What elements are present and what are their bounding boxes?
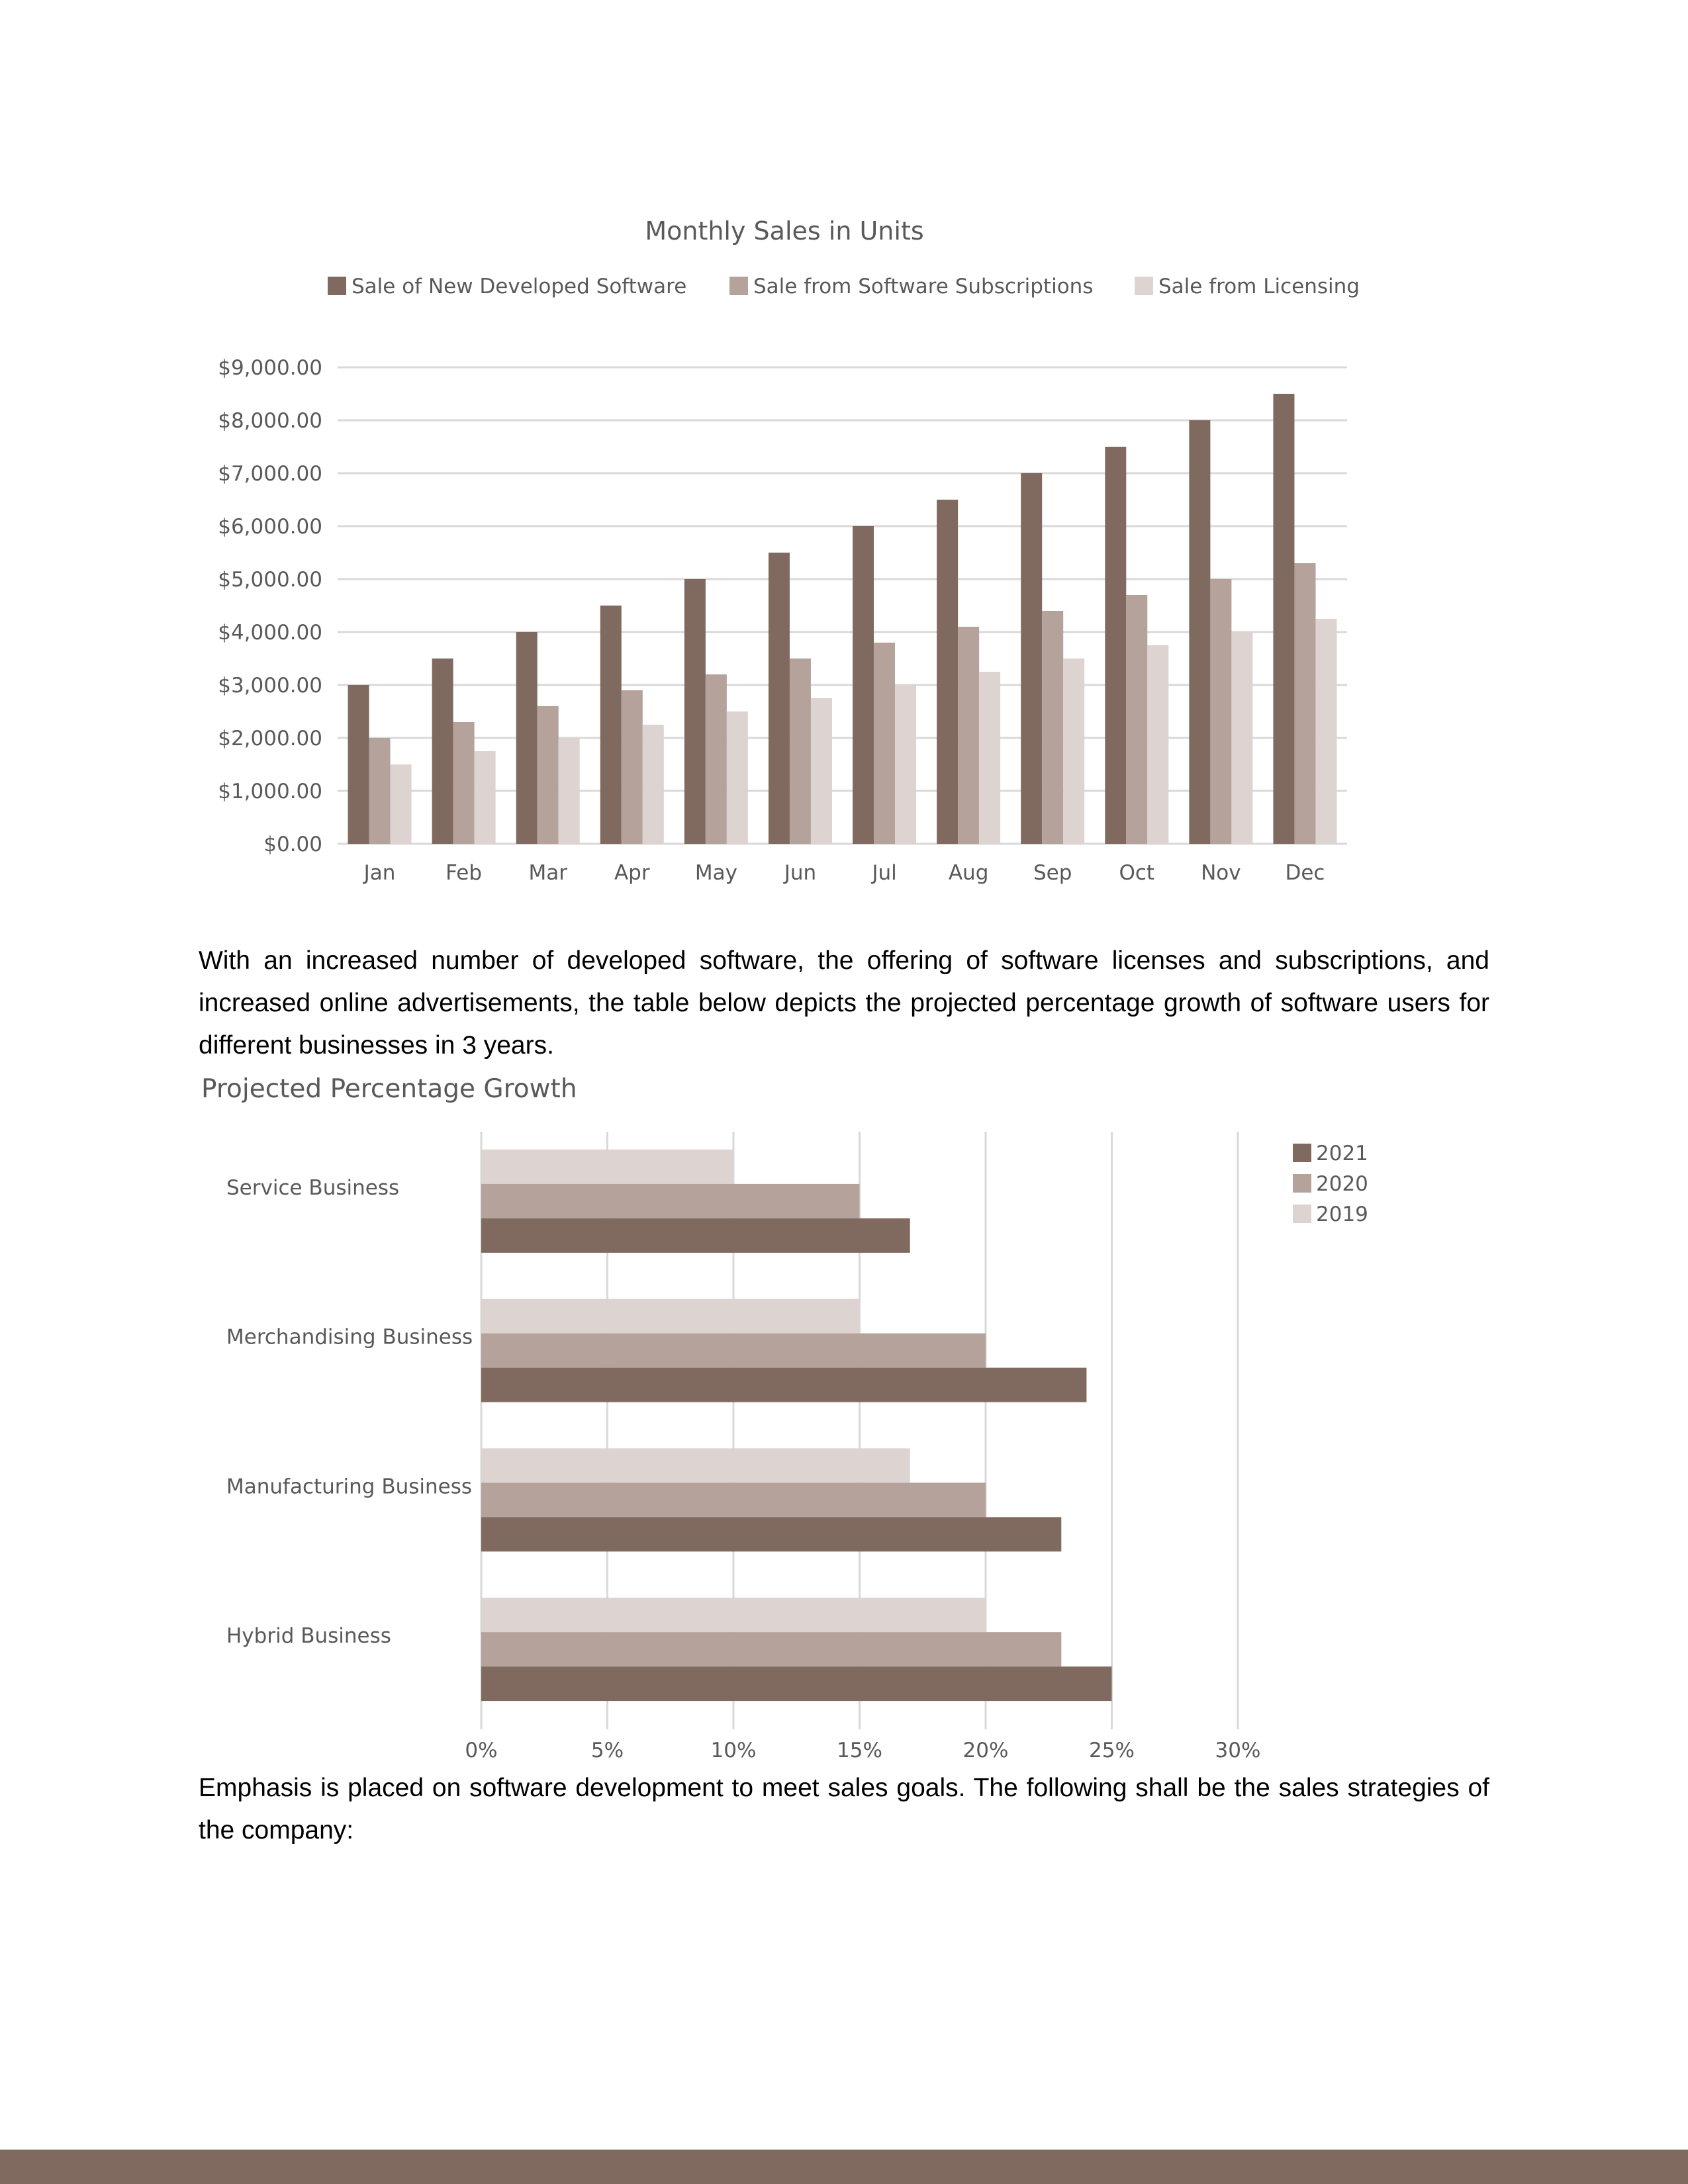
bar — [853, 526, 874, 844]
bar — [727, 711, 748, 844]
bar — [391, 764, 412, 844]
footer-bar — [0, 2150, 1688, 2184]
bar — [481, 1334, 986, 1368]
y-tick-label: $8,000.00 — [218, 409, 322, 433]
strategies-paragraph: Emphasis is placed on software development to meet sales goals. The following shall be the sales strategies of the company: — [199, 1774, 1489, 1844]
bar — [481, 1150, 733, 1184]
bar — [1210, 579, 1231, 844]
bar — [1042, 611, 1063, 844]
bar — [559, 738, 580, 844]
bar — [706, 674, 727, 844]
bar — [769, 553, 790, 844]
legend-swatch — [328, 277, 346, 295]
legend-swatch — [1135, 277, 1153, 295]
bar — [481, 1482, 986, 1517]
x-tick-label: Sep — [1033, 861, 1072, 885]
bar — [481, 1368, 1086, 1402]
x-tick-label: Jan — [363, 861, 396, 885]
bar — [481, 1448, 910, 1482]
x-tick-label: Feb — [445, 861, 483, 885]
bar — [481, 1632, 1061, 1666]
bar — [481, 1598, 986, 1632]
legend-label: Sale from Software Subscriptions — [753, 275, 1094, 298]
bar — [1294, 563, 1315, 844]
x-tick-label: 20% — [962, 1739, 1009, 1762]
bar — [958, 627, 979, 844]
y-tick-label: Merchandising Business — [226, 1325, 473, 1349]
x-tick-label: 10% — [710, 1739, 757, 1762]
bar — [481, 1517, 1061, 1551]
legend-label: 2021 — [1316, 1142, 1368, 1165]
y-tick-label: Service Business — [226, 1175, 400, 1200]
legend-swatch — [729, 277, 748, 295]
x-tick-label: Mar — [528, 861, 567, 885]
x-tick-label: Aug — [948, 861, 989, 885]
bar — [1273, 394, 1294, 844]
bar — [538, 706, 559, 844]
y-tick-label: $6,000.00 — [218, 515, 322, 539]
bar — [369, 738, 391, 844]
y-tick-label: $5,000.00 — [218, 568, 322, 592]
bar — [895, 685, 916, 844]
bar — [1315, 619, 1336, 844]
projected-growth-chart — [192, 1066, 1450, 1762]
legend-swatch — [1293, 1205, 1311, 1223]
bar — [432, 659, 453, 844]
x-tick-label: 5% — [590, 1739, 624, 1762]
chart-title: Monthly Sales in Units — [645, 216, 924, 246]
bar — [811, 698, 832, 844]
x-tick-label: Dec — [1285, 861, 1325, 885]
legend-label: 2020 — [1316, 1172, 1368, 1196]
bar — [481, 1218, 910, 1253]
bar — [684, 579, 706, 844]
y-tick-label: $1,000.00 — [218, 780, 322, 803]
x-tick-label: 25% — [1089, 1739, 1135, 1762]
bar — [1231, 632, 1252, 844]
legend-label: Sale from Licensing — [1158, 275, 1360, 298]
y-tick-label: $2,000.00 — [218, 727, 322, 751]
x-tick-label: Jul — [872, 861, 897, 885]
x-tick-label: 0% — [465, 1739, 498, 1762]
legend-label: 2019 — [1316, 1203, 1368, 1226]
x-tick-label: Oct — [1119, 861, 1155, 885]
chart-title: Projected Percentage Growth — [201, 1074, 577, 1104]
x-tick-label: Apr — [614, 861, 650, 885]
bar — [1063, 659, 1084, 844]
bar — [1147, 645, 1168, 844]
bar — [979, 672, 1000, 844]
x-tick-label: Nov — [1201, 861, 1241, 885]
y-tick-label: $0.00 — [263, 833, 322, 856]
y-tick-label: $3,000.00 — [218, 674, 322, 698]
bar — [1126, 595, 1147, 844]
bar — [1021, 473, 1042, 844]
y-tick-label: $9,000.00 — [218, 356, 322, 380]
bar — [481, 1184, 860, 1218]
bar — [481, 1299, 860, 1334]
x-tick-label: May — [694, 861, 737, 885]
legend-label: Sale of New Developed Software — [352, 275, 687, 298]
y-tick-label: Manufacturing Business — [226, 1475, 473, 1499]
intro-paragraph: With an increased number of developed software, the offering of software licenses and subscriptions, and increased online advertisements, the table below depicts the projected percentage growth of software users for different businesses in 3 years. — [199, 946, 1489, 1060]
bar — [348, 685, 369, 844]
x-tick-label: Jun — [784, 861, 817, 885]
legend-swatch — [1293, 1144, 1311, 1162]
bar — [453, 722, 475, 844]
bar — [516, 632, 538, 844]
bar — [790, 659, 811, 844]
bar — [643, 725, 664, 844]
bar — [874, 643, 895, 844]
x-tick-label: 30% — [1215, 1739, 1261, 1762]
bar — [937, 500, 958, 844]
x-tick-label: 15% — [837, 1739, 882, 1762]
legend-swatch — [1293, 1174, 1311, 1193]
bar — [600, 606, 622, 844]
bar — [622, 690, 643, 844]
y-tick-label: Hybrid Business — [226, 1624, 391, 1649]
monthly-sales-chart — [185, 205, 1377, 907]
bar — [481, 1666, 1112, 1701]
bar — [1105, 447, 1126, 844]
y-tick-label: $7,000.00 — [218, 462, 322, 486]
y-tick-label: $4,000.00 — [218, 621, 322, 645]
bar — [475, 751, 496, 844]
bar — [1189, 420, 1210, 844]
